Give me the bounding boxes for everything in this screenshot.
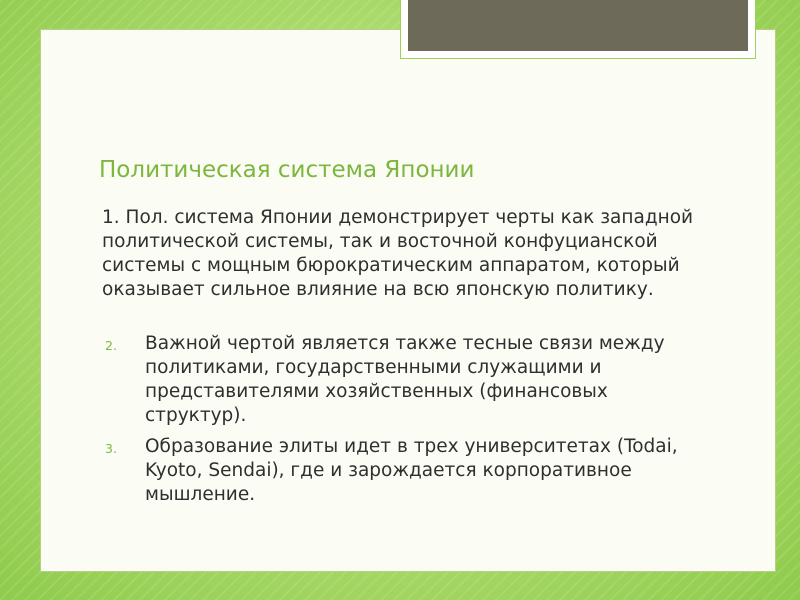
decorative-accent-frame [400,0,756,59]
list-item-text: Образование элиты идет в трех университетах (Todai, Kyoto, Sendai), где и зарождается корпоративное мышление. [145,436,678,505]
decorative-accent-block [408,0,748,51]
list-item-number: 2. [105,338,117,353]
slide-title: Политическая система Японии [99,157,475,183]
list-item-text: Важной чертой является также тесные связи между политиками, государственными служащими и представителями хозяйственных (финансовых структур). [145,333,665,426]
numbered-list [102,332,702,514]
list-item [102,332,702,428]
intro-paragraph: 1. Пол. система Японии демонстрирует черты как западной политической системы, так и восточной конфуцианской системы с мощным бюрократическим аппаратом, который оказывает сильное влияние на всю японскую политику. [102,207,694,300]
list-item [102,435,702,507]
list-item-number: 3. [105,441,117,456]
